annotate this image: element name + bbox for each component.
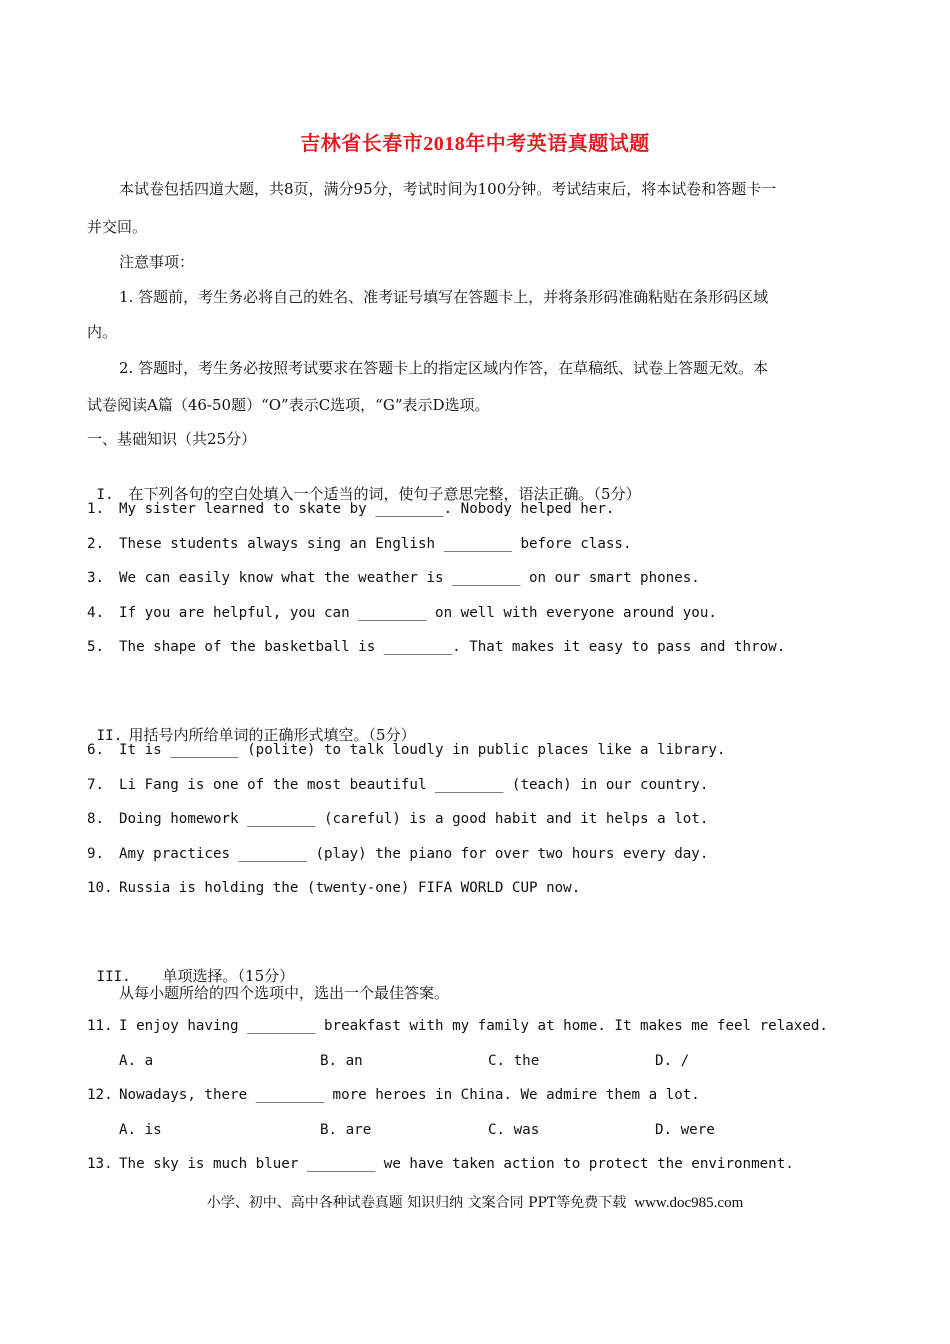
page-title: 吉林省长春市2018年中考英语真题试题: [300, 133, 650, 155]
question-item: [87, 637, 785, 657]
note-2-cont: 试卷阅读A篇（46-50题）“O”表示C选项，“G”表示D选项。: [87, 396, 490, 414]
option-c: C. was: [488, 1122, 540, 1138]
question-number: 1.: [87, 501, 105, 517]
section-number: I.: [96, 487, 114, 503]
option-b: B. are: [320, 1122, 372, 1138]
note-1-cont: 内。: [87, 323, 118, 341]
question-item: [87, 1154, 794, 1174]
footer-text: 小学、初中、高中各种试卷真题 知识归纳 文案合同 PPT等免费下载: [206, 1195, 627, 1211]
question-number: 11.: [87, 1018, 113, 1034]
option-c: C. the: [488, 1053, 540, 1069]
option-a: A. a: [119, 1053, 154, 1069]
section-instruction: 用括号内所给单词的正确形式填空。（5分）: [128, 726, 416, 744]
question-text: The sky is much bluer ________ we have taken action to protect the environment.: [119, 1156, 794, 1172]
question-item: [87, 568, 700, 588]
question-text: My sister learned to skate by ________. Nobody helped her.: [119, 501, 615, 517]
option-d: D. were: [655, 1122, 715, 1138]
question-number: 5.: [87, 639, 105, 655]
question-number: 4.: [87, 605, 105, 621]
question-text: I enjoy having ________ breakfast with my family at home. It makes me feel relaxed.: [119, 1018, 828, 1034]
footer-url[interactable]: www.doc985.com: [634, 1195, 744, 1211]
question-item: [87, 1016, 828, 1036]
section-instruction: 单项选择。（15分）: [162, 967, 295, 985]
question-number: 10.: [87, 880, 113, 896]
question-number: 7.: [87, 777, 105, 793]
question-item: [87, 775, 708, 795]
question-item: [87, 809, 708, 829]
question-text: Amy practices ________ (play) the piano for over two hours every day.: [119, 846, 709, 862]
section-number: III.: [96, 969, 131, 985]
question-number: 8.: [87, 811, 105, 827]
question-number: 6.: [87, 742, 105, 758]
question-text: We can easily know what the weather is ________ on our smart phones.: [119, 570, 700, 586]
question-number: 13.: [87, 1156, 113, 1172]
question-text: Russia is holding the (twenty-one) FIFA WORLD CUP now.: [119, 880, 581, 896]
note-2: 2. 答题时，考生务必按照考试要求在答题卡上的指定区域内作答，在草稿纸、试卷上答题无效。本: [119, 359, 769, 377]
question-number: 3.: [87, 570, 105, 586]
question-number: 9.: [87, 846, 105, 862]
option-a: A. is: [119, 1122, 162, 1138]
section-3-instruction: 从每小题所给的四个选项中，选出一个最佳答案。: [119, 984, 450, 1002]
option-d: D. /: [655, 1053, 690, 1069]
section-number: II.: [96, 728, 123, 744]
question-item: [87, 740, 725, 760]
question-text: Doing homework ________ (careful) is a good habit and it helps a lot.: [119, 811, 709, 827]
question-number: 2.: [87, 536, 105, 552]
section-3-heading: [87, 946, 294, 987]
page-footer: [0, 1192, 950, 1212]
note-1: 1. 答题前，考生务必将自己的姓名、准考证号填写在答题卡上，并将条形码准确粘贴在条形码区域: [119, 288, 769, 306]
question-item: [87, 499, 614, 519]
question-item: [87, 844, 708, 864]
question-text: Li Fang is one of the most beautiful ________ (teach) in our country.: [119, 777, 709, 793]
question-number: 12.: [87, 1087, 113, 1103]
intro-paragraph: 本试卷包括四道大题，共8页，满分95分，考试时间为100分钟。考试结束后，将本试卷和答题卡一: [119, 180, 777, 198]
question-text: If you are helpful, you can ________ on well with everyone around you.: [119, 605, 717, 621]
question-text: These students always sing an English ________ before class.: [119, 536, 632, 552]
question-text: The shape of the basketball is ________. That makes it easy to pass and throw.: [119, 639, 786, 655]
question-item: [87, 1085, 700, 1105]
option-b: B. an: [320, 1053, 363, 1069]
intro-paragraph-cont: 并交回。: [87, 218, 148, 236]
question-item: [87, 603, 717, 623]
question-item: [87, 534, 632, 554]
question-text: It is ________ (polite) to talk loudly in public places like a library.: [119, 742, 726, 758]
part-heading: 一、基础知识（共25分）: [87, 430, 257, 448]
question-item: [87, 878, 580, 898]
question-text: Nowadays, there ________ more heroes in China. We admire them a lot.: [119, 1087, 700, 1103]
notice-heading: 注意事项：: [119, 253, 195, 271]
section-instruction: 在下列各句的空白处填入一个适当的词，使句子意思完整，语法正确。（5分）: [128, 485, 641, 503]
